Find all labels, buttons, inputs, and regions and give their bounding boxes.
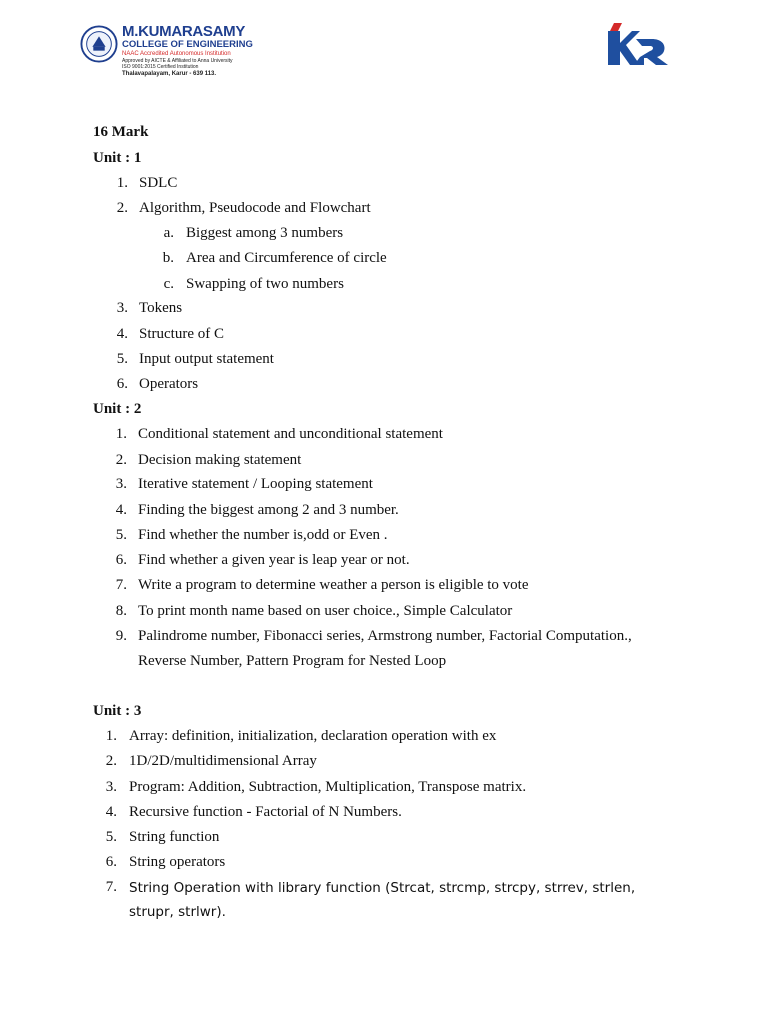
unit-3-heading: Unit : 3 bbox=[93, 703, 142, 719]
unit-1-heading: Unit : 1 bbox=[93, 150, 142, 166]
approval-line: Approved by AICTE & Affiliated to Anna University bbox=[122, 58, 233, 64]
college-name: M.KUMARASAMY bbox=[122, 23, 246, 40]
page-header bbox=[0, 0, 768, 100]
kr-logo bbox=[606, 23, 670, 69]
college-subtitle: COLLEGE OF ENGINEERING bbox=[122, 39, 253, 50]
college-crest-logo bbox=[80, 25, 118, 63]
college-address: Thalavapalayam, Karur - 639 113. bbox=[122, 71, 217, 77]
unit-2-heading: Unit : 2 bbox=[93, 401, 142, 417]
naac-line: NAAC Accredited Autonomous Institution bbox=[122, 51, 231, 57]
iso-line: ISO 9001:2015 Certified Institution bbox=[122, 64, 199, 70]
college-name-block bbox=[122, 24, 253, 78]
doc-title: 16 Mark bbox=[93, 124, 149, 140]
